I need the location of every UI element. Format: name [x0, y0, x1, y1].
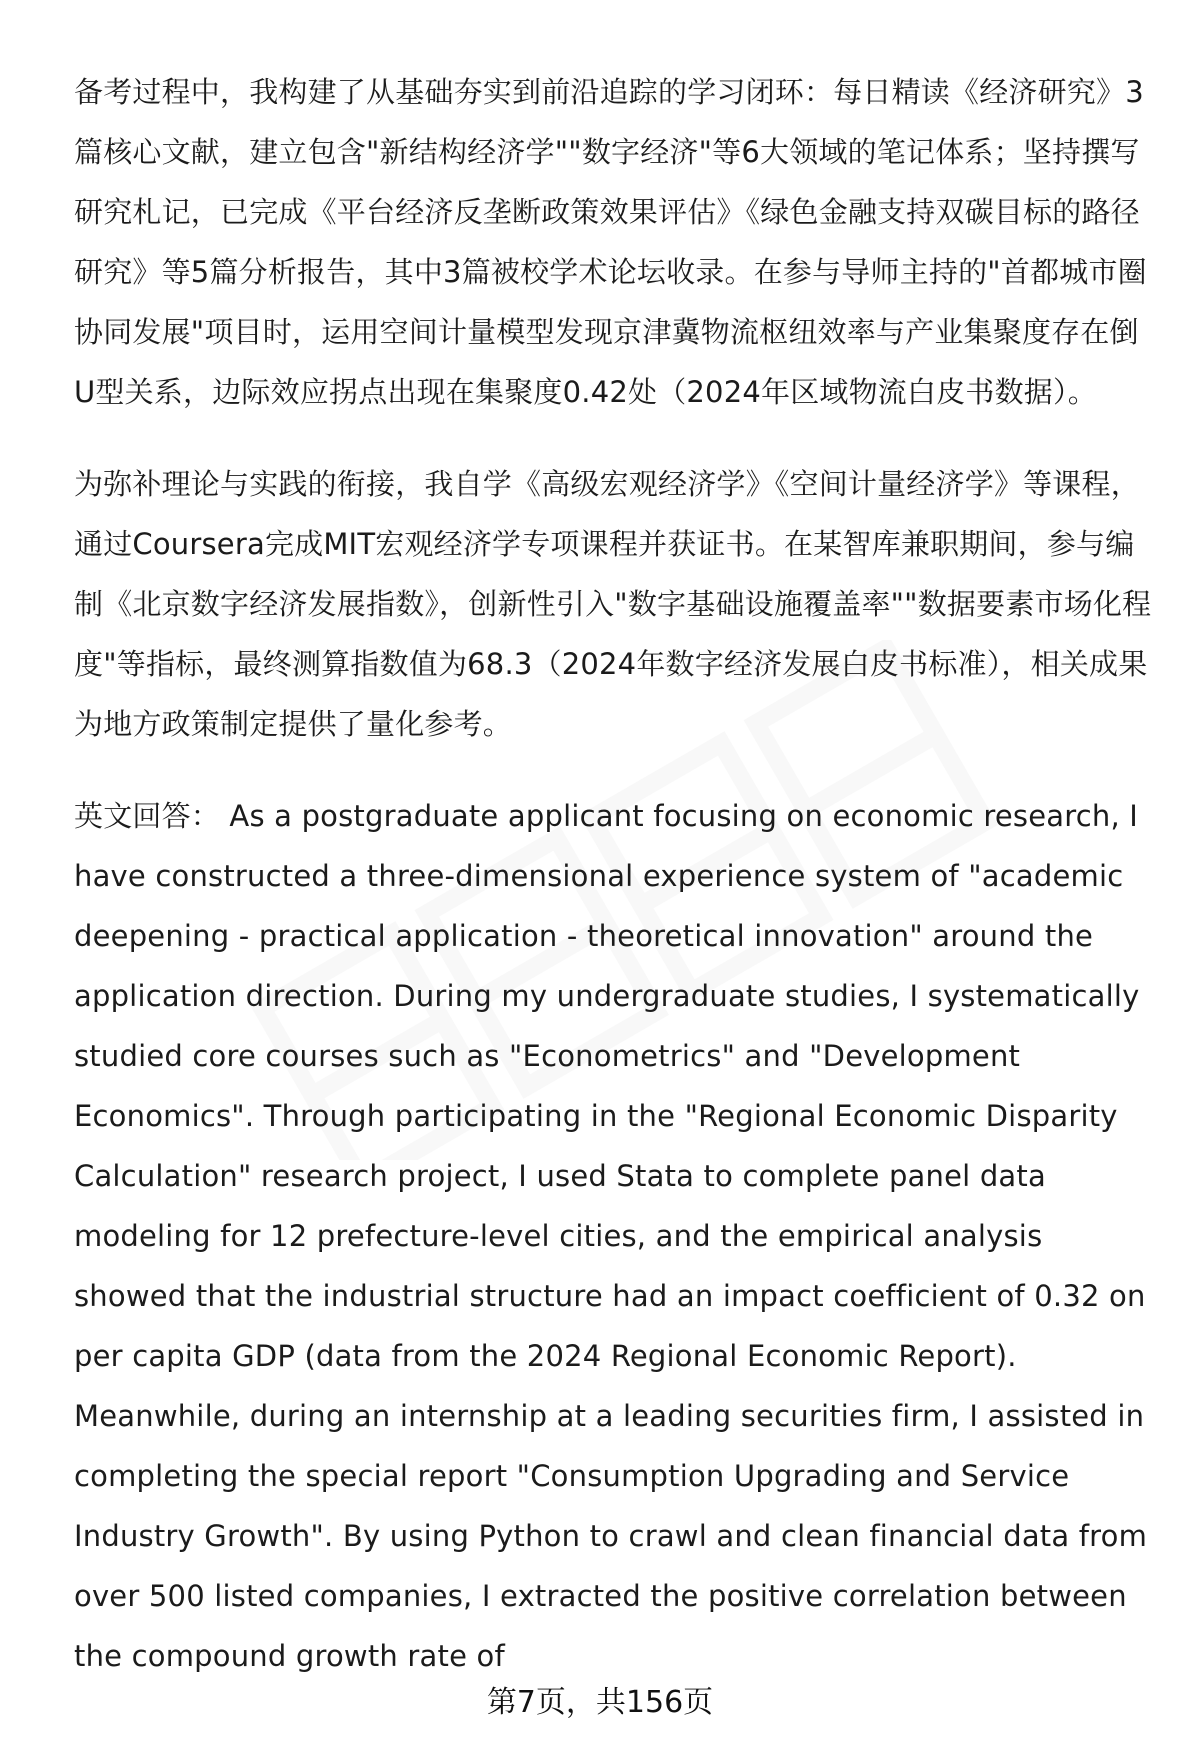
paragraph-english-answer: 英文回答： As a postgraduate applicant focusing on economic research, I have constructed a three-dimensional experience system of "academic deepening - practical application - theoretical innovation" around the application direction. During my undergraduate studies, I systematically studied core courses such as "Econometrics" and "Development Economics". Through participating in the "Regional Economic Disparity Calculation" research project, I used Stata to complete panel data modeling for 12 prefecture-level cities, and the empirical analysis showed that the industrial structure had an impact coefficient of 0.32 on per capita GDP (data from the 2024 Regional Economic Report). Meanwhile, during an internship at a leading securities firm, I assisted in completing the special report "Consumption Upgrading and Service Industry Growth". By using Python to crawl and clean financial data from over 500 listed companies, I extracted the positive correlation between the compound growth rate of	[74, 799, 1148, 1673]
main-content	[74, 62, 1154, 1718]
page-number-footer: 第7页，共156页	[486, 1685, 714, 1720]
paragraph-study-loop: 备考过程中，我构建了从基础夯实到前沿追踪的学习闭环：每日精读《经济研究》3篇核心文献，建立包含"新结构经济学""数字经济"等6大领域的笔记体系；坚持撰写研究札记，已完成《平台经济反垄断政策效果评估》《绿色金融支持双碳目标的路径研究》等5篇分析报告，其中3篇被校学术论坛收录。在参与导师主持的"首都城市圈协同发展"项目时，运用空间计量模型发现京津冀物流枢纽效率与产业集聚度存在倒U型关系，边际效应拐点出现在集聚度0.42处（2024年区域物流白皮书数据）。	[74, 75, 1147, 409]
paragraph-theory-practice: 为弥补理论与实践的衔接，我自学《高级宏观经济学》《空间计量经济学》等课程，通过Coursera完成MIT宏观经济学专项课程并获证书。在某智库兼职期间，参与编制《北京数字经济发展指数》，创新性引入"数字基础设施覆盖率""数据要素市场化程度"等指标，最终测算指数值为68.3（2024年数字经济发展白皮书标准），相关成果为地方政策制定提供了量化参考。	[74, 467, 1152, 741]
